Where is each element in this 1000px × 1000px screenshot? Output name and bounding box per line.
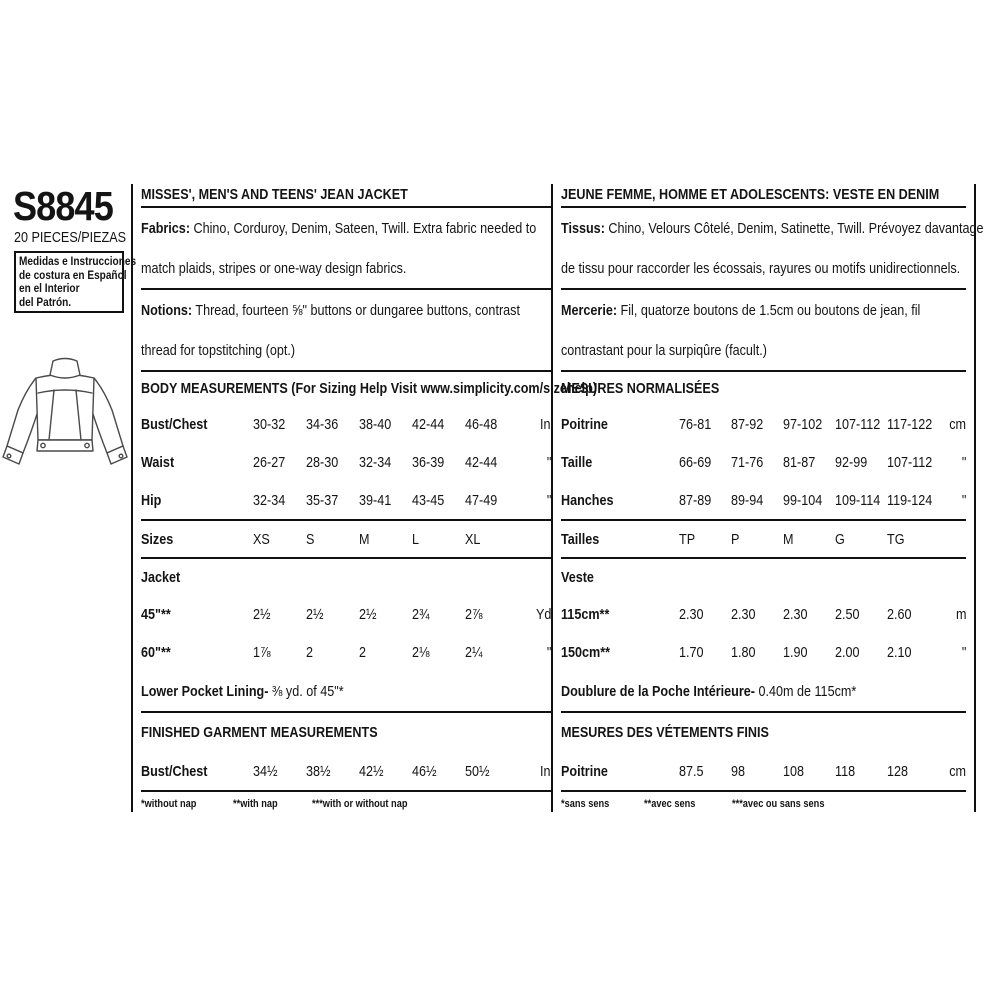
row-label: Sizes — [141, 530, 174, 548]
row-label: Taille — [561, 453, 593, 471]
size-value: L — [412, 530, 420, 548]
row-value: 30-32 — [253, 415, 286, 433]
size-value: G — [835, 530, 845, 548]
row-value: 35-37 — [306, 491, 339, 509]
finished-measurement-row — [561, 752, 966, 790]
notions-paragraph — [141, 290, 551, 372]
row-unit: Yd — [535, 605, 551, 623]
row-value: 87-89 — [679, 491, 712, 509]
row-label: 150cm** — [561, 643, 611, 661]
row-label: Hanches — [561, 491, 614, 509]
row-value: 36-39 — [412, 453, 445, 471]
row-value: 2½ — [359, 605, 377, 623]
size-value: S — [306, 530, 315, 548]
row-label: Waist — [141, 453, 175, 471]
row-value: 1.70 — [679, 643, 704, 661]
row-label: Poitrine — [561, 415, 608, 433]
french-column — [551, 184, 984, 812]
sizes-row — [561, 521, 966, 557]
row-value: 2.60 — [887, 605, 912, 623]
row-value: 66-69 — [679, 453, 712, 471]
sizes-row — [141, 521, 551, 557]
row-label: 60"** — [141, 643, 171, 661]
row-value: 2¾ — [412, 605, 430, 623]
mercerie-paragraph — [561, 290, 966, 372]
body-measurement-row — [561, 405, 966, 443]
english-title: MISSES', MEN'S AND TEENS' JEAN JACKET — [141, 184, 551, 208]
yardage-row — [561, 633, 966, 671]
garment-label: Jacket — [141, 568, 181, 586]
footnotes — [141, 792, 551, 810]
row-value: 2 — [359, 643, 367, 661]
spanish-note-line: de costura en Español — [19, 267, 127, 282]
row-unit: m — [955, 605, 966, 623]
row-value: 38½ — [306, 762, 331, 780]
row-label: 115cm** — [561, 605, 610, 623]
row-value: 1⅞ — [253, 643, 271, 661]
row-unit — [518, 531, 551, 548]
garment-label: Veste — [561, 568, 594, 586]
size-value: XS — [253, 530, 270, 548]
row-value: 2.50 — [835, 605, 860, 623]
row-value: 38-40 — [359, 415, 392, 433]
spanish-note-line: en el Interior — [19, 281, 80, 295]
row-value: 2.10 — [887, 643, 912, 661]
row-value: 2⅛ — [412, 643, 430, 661]
row-value: 108 — [783, 762, 805, 780]
row-value: 42-44 — [412, 415, 445, 433]
mercerie-line: contrastant pour la surpiqûre (facult.) — [561, 341, 767, 359]
yardage-row — [561, 595, 966, 633]
finished-garment-header: MESURES DES VÉTEMENTS FINIS — [561, 724, 769, 741]
row-value: 47-49 — [465, 491, 498, 509]
body-measurement-row — [141, 481, 551, 519]
row-label: 45"** — [141, 605, 171, 623]
row-value: 2½ — [253, 605, 271, 623]
row-value: 34-36 — [306, 415, 339, 433]
notions-line: Notions: Thread, fourteen ⅝" buttons or dungaree buttons, contrast — [141, 301, 520, 319]
body-measurement-row — [141, 443, 551, 481]
size-value: P — [731, 530, 740, 548]
pocket-lining-note: Doublure de la Poche Intérieure- 0.40m de 115cm* — [561, 682, 857, 700]
row-value: 46½ — [412, 762, 437, 780]
footnote: ***with or without nap — [312, 798, 408, 810]
row-value: 32-34 — [359, 453, 392, 471]
row-value: 117-122 — [887, 415, 933, 433]
row-unit: " — [961, 643, 966, 661]
row-unit: " — [546, 453, 551, 471]
finished-measurement-row — [141, 752, 551, 790]
row-value: 34½ — [253, 762, 278, 780]
row-value: 1.80 — [731, 643, 756, 661]
row-unit: In — [540, 762, 551, 780]
row-value: 2 — [306, 643, 314, 661]
body-measurement-row — [561, 481, 966, 519]
row-value: 2.30 — [731, 605, 756, 623]
row-value: 2½ — [306, 605, 324, 623]
row-unit: " — [546, 643, 551, 661]
jean-jacket-back-illustration — [2, 352, 128, 472]
row-value: 2.00 — [835, 643, 860, 661]
row-label: Poitrine — [561, 762, 608, 780]
row-value: 87.5 — [679, 762, 704, 780]
row-value: 118 — [835, 762, 856, 780]
row-value: 39-41 — [359, 491, 392, 509]
size-value: TP — [679, 530, 696, 548]
row-value: 43-45 — [412, 491, 445, 509]
row-label: Bust/Chest — [141, 415, 208, 433]
spanish-note-line: Medidas e Instrucciones — [19, 254, 137, 268]
footnote: ***avec ou sans sens — [731, 798, 825, 810]
footnote: *without nap — [141, 798, 197, 810]
notions-line: thread for topstitching (opt.) — [141, 341, 296, 359]
row-label: Tailles — [561, 530, 600, 548]
size-value: M — [359, 530, 370, 548]
row-value: 26-27 — [253, 453, 286, 471]
yardage-row — [141, 595, 551, 633]
row-value: 1.90 — [783, 643, 808, 661]
row-unit: " — [961, 491, 966, 509]
size-value: TG — [887, 530, 905, 548]
tissus-paragraph — [561, 208, 984, 290]
row-unit — [939, 531, 966, 548]
row-value: 81-87 — [783, 453, 816, 471]
footnote: *sans sens — [561, 798, 610, 810]
size-value: XL — [465, 530, 481, 548]
row-value: 50½ — [465, 762, 490, 780]
row-value: 46-48 — [465, 415, 498, 433]
row-value: 98 — [731, 762, 746, 780]
footnote: **with nap — [233, 798, 278, 810]
row-unit: " — [961, 453, 966, 471]
row-value: 99-104 — [783, 491, 823, 509]
yardage-row — [141, 633, 551, 671]
row-value: 2¼ — [465, 643, 483, 661]
fabrics-line: Fabrics: Chino, Corduroy, Denim, Sateen, Twill. Extra fabric needed to — [141, 219, 537, 237]
row-value: 76-81 — [679, 415, 712, 433]
row-value: 119-124 — [887, 491, 933, 509]
body-measurement-row — [561, 443, 966, 481]
tissus-line: de tissu pour raccorder les écossais, rayures ou motifs unidirectionnels. — [561, 259, 961, 277]
row-unit: " — [546, 491, 551, 509]
row-value: 109-114 — [835, 491, 881, 509]
row-unit: In — [540, 415, 551, 433]
row-value: 42-44 — [465, 453, 498, 471]
row-value: 89-94 — [731, 491, 764, 509]
row-label: Hip — [141, 491, 162, 509]
row-value: 87-92 — [731, 415, 764, 433]
fabrics-line: match plaids, stripes or one-way design fabrics. — [141, 259, 407, 277]
pattern-number: S8845 — [13, 183, 113, 229]
pieces-count: 20 PIECES/PIEZAS — [14, 229, 127, 246]
row-value: 71-76 — [731, 453, 764, 471]
row-value: 2.30 — [679, 605, 704, 623]
row-value: 92-99 — [835, 453, 868, 471]
mesures-header: MESURES NORMALISÉES — [561, 380, 720, 397]
row-value: 2⅞ — [465, 605, 483, 623]
row-value: 32-34 — [253, 491, 286, 509]
spanish-note-line: del Patrón. — [19, 294, 72, 309]
row-value: 107-112 — [887, 453, 933, 471]
fabrics-paragraph — [141, 208, 551, 290]
row-unit: cm — [949, 415, 966, 433]
row-value: 28-30 — [306, 453, 339, 471]
finished-garment-header: FINISHED GARMENT MEASUREMENTS — [141, 724, 378, 741]
row-label: Bust/Chest — [141, 762, 208, 780]
body-measurement-row — [141, 405, 551, 443]
row-value: 2.30 — [783, 605, 808, 623]
pocket-lining-note: Lower Pocket Lining- ⅜ yd. of 45"* — [141, 682, 344, 700]
size-value: M — [783, 530, 794, 548]
row-unit: cm — [949, 762, 966, 780]
footnote: **avec sens — [644, 798, 696, 810]
row-value: 42½ — [359, 762, 384, 780]
row-value: 128 — [887, 762, 909, 780]
tissus-line: Tissus: Chino, Velours Côtelé, Denim, Satinette, Twill. Prévoyez davantage — [561, 219, 984, 237]
body-measurements-header: BODY MEASUREMENTS (For Sizing Help Visit www.simplicity.com/sizehelp) — [141, 380, 598, 397]
mercerie-line: Mercerie: Fil, quatorze boutons de 1.5cm ou boutons de jean, fil — [561, 301, 921, 319]
row-value: 97-102 — [783, 415, 823, 433]
row-value: 107-112 — [835, 415, 881, 433]
french-title: JEUNE FEMME, HOMME ET ADOLESCENTS: VESTE EN DENIM — [561, 184, 966, 208]
spanish-note-box — [14, 251, 137, 313]
footnotes — [561, 792, 966, 810]
